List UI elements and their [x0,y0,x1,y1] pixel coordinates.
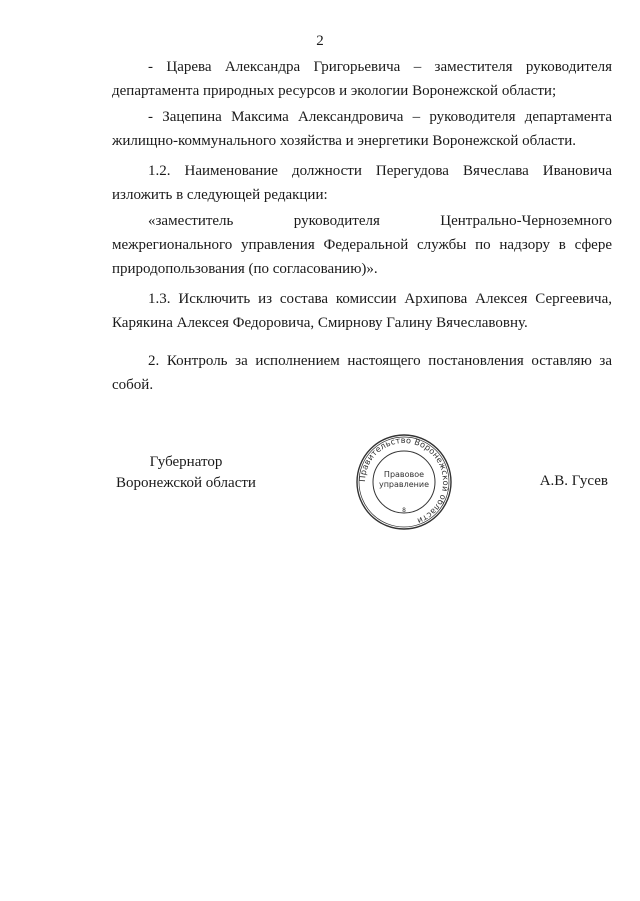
stamp-number: 8 [402,507,406,514]
paragraph-zatsepin: - Зацепина Максима Александровича – руководителя департамента жилищно-коммунального хозяйства и энергетики Воронежской области. [112,109,612,149]
document-body [112,55,612,403]
official-stamp [354,432,454,532]
page-number: 2 [316,33,324,49]
paragraph-item-1-2: 1.2. Наименование должности Перегудова Вячеслава Ивановича изложить в следующей редакции: [112,163,612,203]
paragraph-item-2: 2. Контроль за исполнением настоящего постановления оставляю за собой. [112,353,612,393]
stamp-center-line2: управление [378,480,430,489]
stamp-seal-icon [354,432,454,532]
stamp-center-line1: Правовое [383,470,425,479]
signatory-title [112,452,260,494]
quote-word-1: «заместитель [148,213,234,229]
paragraph-item-1-3: 1.3. Исключить из состава комиссии Архипова Алексея Сергеевича, Карякина Алексея Федоровича, Смирнову Галину Вячеславовну. [112,291,612,331]
signatory-name: А.В. Гусев [539,473,608,489]
signatory-title-line2: Воронежской области [116,475,256,491]
signatory-title-line1: Губернатор [149,454,223,470]
quote-first-line [148,209,612,233]
quote-word-3: Центрально-Черноземного [440,213,612,229]
quote-word-2: руководителя [293,213,380,229]
stamp-ring-text: Правительство Воронежской области [356,434,452,527]
paragraph-tsarev: - Царева Александра Григорьевича – заместителя руководителя департамента природных ресурсов и экологии Воронежской области; [112,59,612,99]
quote-continuation: межрегионального управления Федеральной службы по надзору в сфере природопользования (по согласованию)». [112,237,612,277]
